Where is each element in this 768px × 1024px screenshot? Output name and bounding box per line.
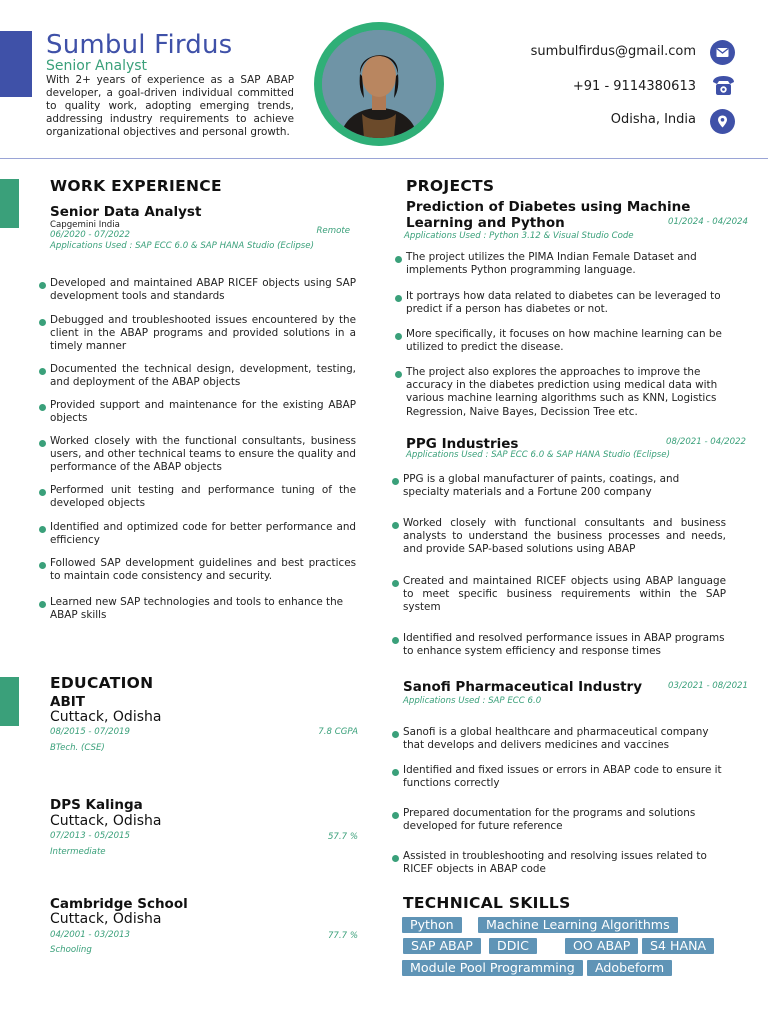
project-bullet: PPG is a global manufacturer of paints, coatings, and specialty materials and a Fortune 200 company xyxy=(403,473,726,499)
project-bullet: Assisted in troubleshooting and resolving issues related to RICEF objects in ABAP code xyxy=(403,850,726,876)
project-bullet: Created and maintained RICEF objects using ABAP language to meet specific business requirements within the SAP system xyxy=(403,575,726,614)
email-icon xyxy=(710,40,735,65)
work-job-title: Senior Data Analyst xyxy=(50,204,202,220)
work-bullet: Learned new SAP technologies and tools to enhance the ABAP skills xyxy=(50,596,356,622)
work-bullet: Debugged and troubleshooted issues encountered by the client in the ABAP programs and provided solutions in a timely manner xyxy=(50,314,356,353)
project-bullet: Sanofi is a global healthcare and pharmaceutical company that develops and delivers medicines and vaccines xyxy=(403,726,726,752)
skill-chip: Python xyxy=(402,917,462,933)
education-section-marker xyxy=(0,677,19,726)
phone-icon xyxy=(710,74,737,98)
education-dates: 04/2001 - 03/2013 xyxy=(50,930,130,940)
work-mode: Remote xyxy=(316,226,350,236)
education-dates: 08/2015 - 07/2019 xyxy=(50,727,130,737)
education-score: 57.7 % xyxy=(327,832,358,842)
work-bullet: Followed SAP development guidelines and best practices to maintain code consistency and security. xyxy=(50,557,356,583)
education-school: ABIT xyxy=(50,694,85,710)
candidate-role: Senior Analyst xyxy=(46,58,148,74)
project-dates: 01/2024 - 04/2024 xyxy=(668,217,748,227)
work-bullet: Identified and optimized code for better performance and efficiency xyxy=(50,521,356,547)
project-title: Sanofi Pharmaceutical Industry xyxy=(403,679,643,695)
project-bullet: Identified and fixed issues or errors in ABAP code to ensure it functions correctly xyxy=(403,764,726,790)
skill-chip: OO ABAP xyxy=(565,938,638,954)
education-city: Cuttack, Odisha xyxy=(50,709,162,725)
skill-chip: Machine Learning Algorithms xyxy=(478,917,678,933)
work-bullet: Developed and maintained ABAP RICEF objects using SAP development tools and standards xyxy=(50,277,356,303)
project-bullet: Prepared documentation for the programs and solutions developed for future reference xyxy=(403,807,726,833)
project-applications: Applications Used : Python 3.12 & Visual Studio Code xyxy=(404,231,634,241)
work-bullet: Provided support and maintenance for the existing ABAP objects xyxy=(50,399,356,425)
project-bullet: Identified and resolved performance issues in ABAP programs to enhance system efficiency and response times xyxy=(403,632,725,658)
profile-summary: With 2+ years of experience as a SAP ABAP developer, a goal-driven individual committed to quality work, adopting emerging trends, addressing industry requirements to achieve organizational objectives and personal growth. xyxy=(46,74,294,138)
education-city: Cuttack, Odisha xyxy=(50,911,162,927)
work-applications: Applications Used : SAP ECC 6.0 & SAP HANA Studio (Eclipse) xyxy=(50,241,314,251)
skill-chip: SAP ABAP xyxy=(403,938,481,954)
work-section-title: WORK EXPERIENCE xyxy=(50,177,222,195)
skill-chip: S4 HANA xyxy=(642,938,714,954)
profile-photo xyxy=(322,30,436,138)
candidate-name: Sumbul Firdus xyxy=(46,30,233,60)
project-applications: Applications Used : SAP ECC 6.0 xyxy=(403,696,542,706)
work-section-marker xyxy=(0,179,19,228)
work-bullet: Worked closely with the functional consultants, business users, and other technical teams to ensure the quality and performance of the ABAP objects xyxy=(50,435,356,474)
project-bullet: Worked closely with functional consultants and business analysts to understand the business processes and needs, and provide SAP-based solutions using ABAP xyxy=(403,517,726,556)
education-degree: Intermediate xyxy=(50,847,106,857)
education-degree: Schooling xyxy=(50,945,92,955)
work-bullet: Documented the technical design, development, testing, and deployment of the ABAP objects xyxy=(50,363,356,389)
projects-section-title: PROJECTS xyxy=(406,177,495,195)
project-dates: 03/2021 - 08/2021 xyxy=(668,681,748,691)
contact-email[interactable]: sumbulfirdus@gmail.com xyxy=(530,44,696,59)
education-score: 7.8 CGPA xyxy=(318,727,358,737)
header-accent-bar xyxy=(0,31,32,97)
project-dates: 08/2021 - 04/2022 xyxy=(666,437,746,447)
education-school: Cambridge School xyxy=(50,896,188,912)
project-bullet: The project also explores the approaches to improve the accuracy in the diabetes prediction using medical data with various machine learning algorithms such as KNN, Logistics Regression, Naive Bayes, Decission Tree etc. xyxy=(406,366,731,419)
skills-section-title: TECHNICAL SKILLS xyxy=(403,894,571,912)
project-bullet: The project utilizes the PIMA Indian Female Dataset and implements Python programming language. xyxy=(406,251,731,277)
project-bullet: More specifically, it focuses on how machine learning can be utilized to predict the disease. xyxy=(406,328,731,354)
skill-chip: DDIC xyxy=(489,938,537,954)
education-city: Cuttack, Odisha xyxy=(50,813,162,829)
education-degree: BTech. (CSE) xyxy=(50,743,105,753)
contact-location: Odisha, India xyxy=(610,112,696,127)
contact-phone[interactable]: +91 - 9114380613 xyxy=(572,79,696,94)
location-pin-icon xyxy=(710,109,735,134)
profile-photo-illustration xyxy=(322,30,436,138)
project-bullet: It portrays how data related to diabetes can be leveraged to predict if a person has diabetes or not. xyxy=(406,290,731,316)
skill-chip: Module Pool Programming xyxy=(402,960,583,976)
education-section-title: EDUCATION xyxy=(50,674,154,692)
work-bullet: Performed unit testing and performance tuning of the developed objects xyxy=(50,484,356,510)
work-company: Capgemini India xyxy=(50,220,120,230)
work-dates: 06/2020 - 07/2022 xyxy=(50,230,130,240)
project-title: PPG Industries xyxy=(406,436,519,452)
header-divider xyxy=(0,158,768,159)
education-school: DPS Kalinga xyxy=(50,797,143,813)
project-applications: Applications Used : SAP ECC 6.0 & SAP HANA Studio (Eclipse) xyxy=(406,450,670,460)
project-title: Prediction of Diabetes using Machine Learning and Python xyxy=(406,199,691,232)
education-dates: 07/2013 - 05/2015 xyxy=(50,831,130,841)
skill-chip: Adobeform xyxy=(587,960,672,976)
education-score: 77.7 % xyxy=(327,931,358,941)
